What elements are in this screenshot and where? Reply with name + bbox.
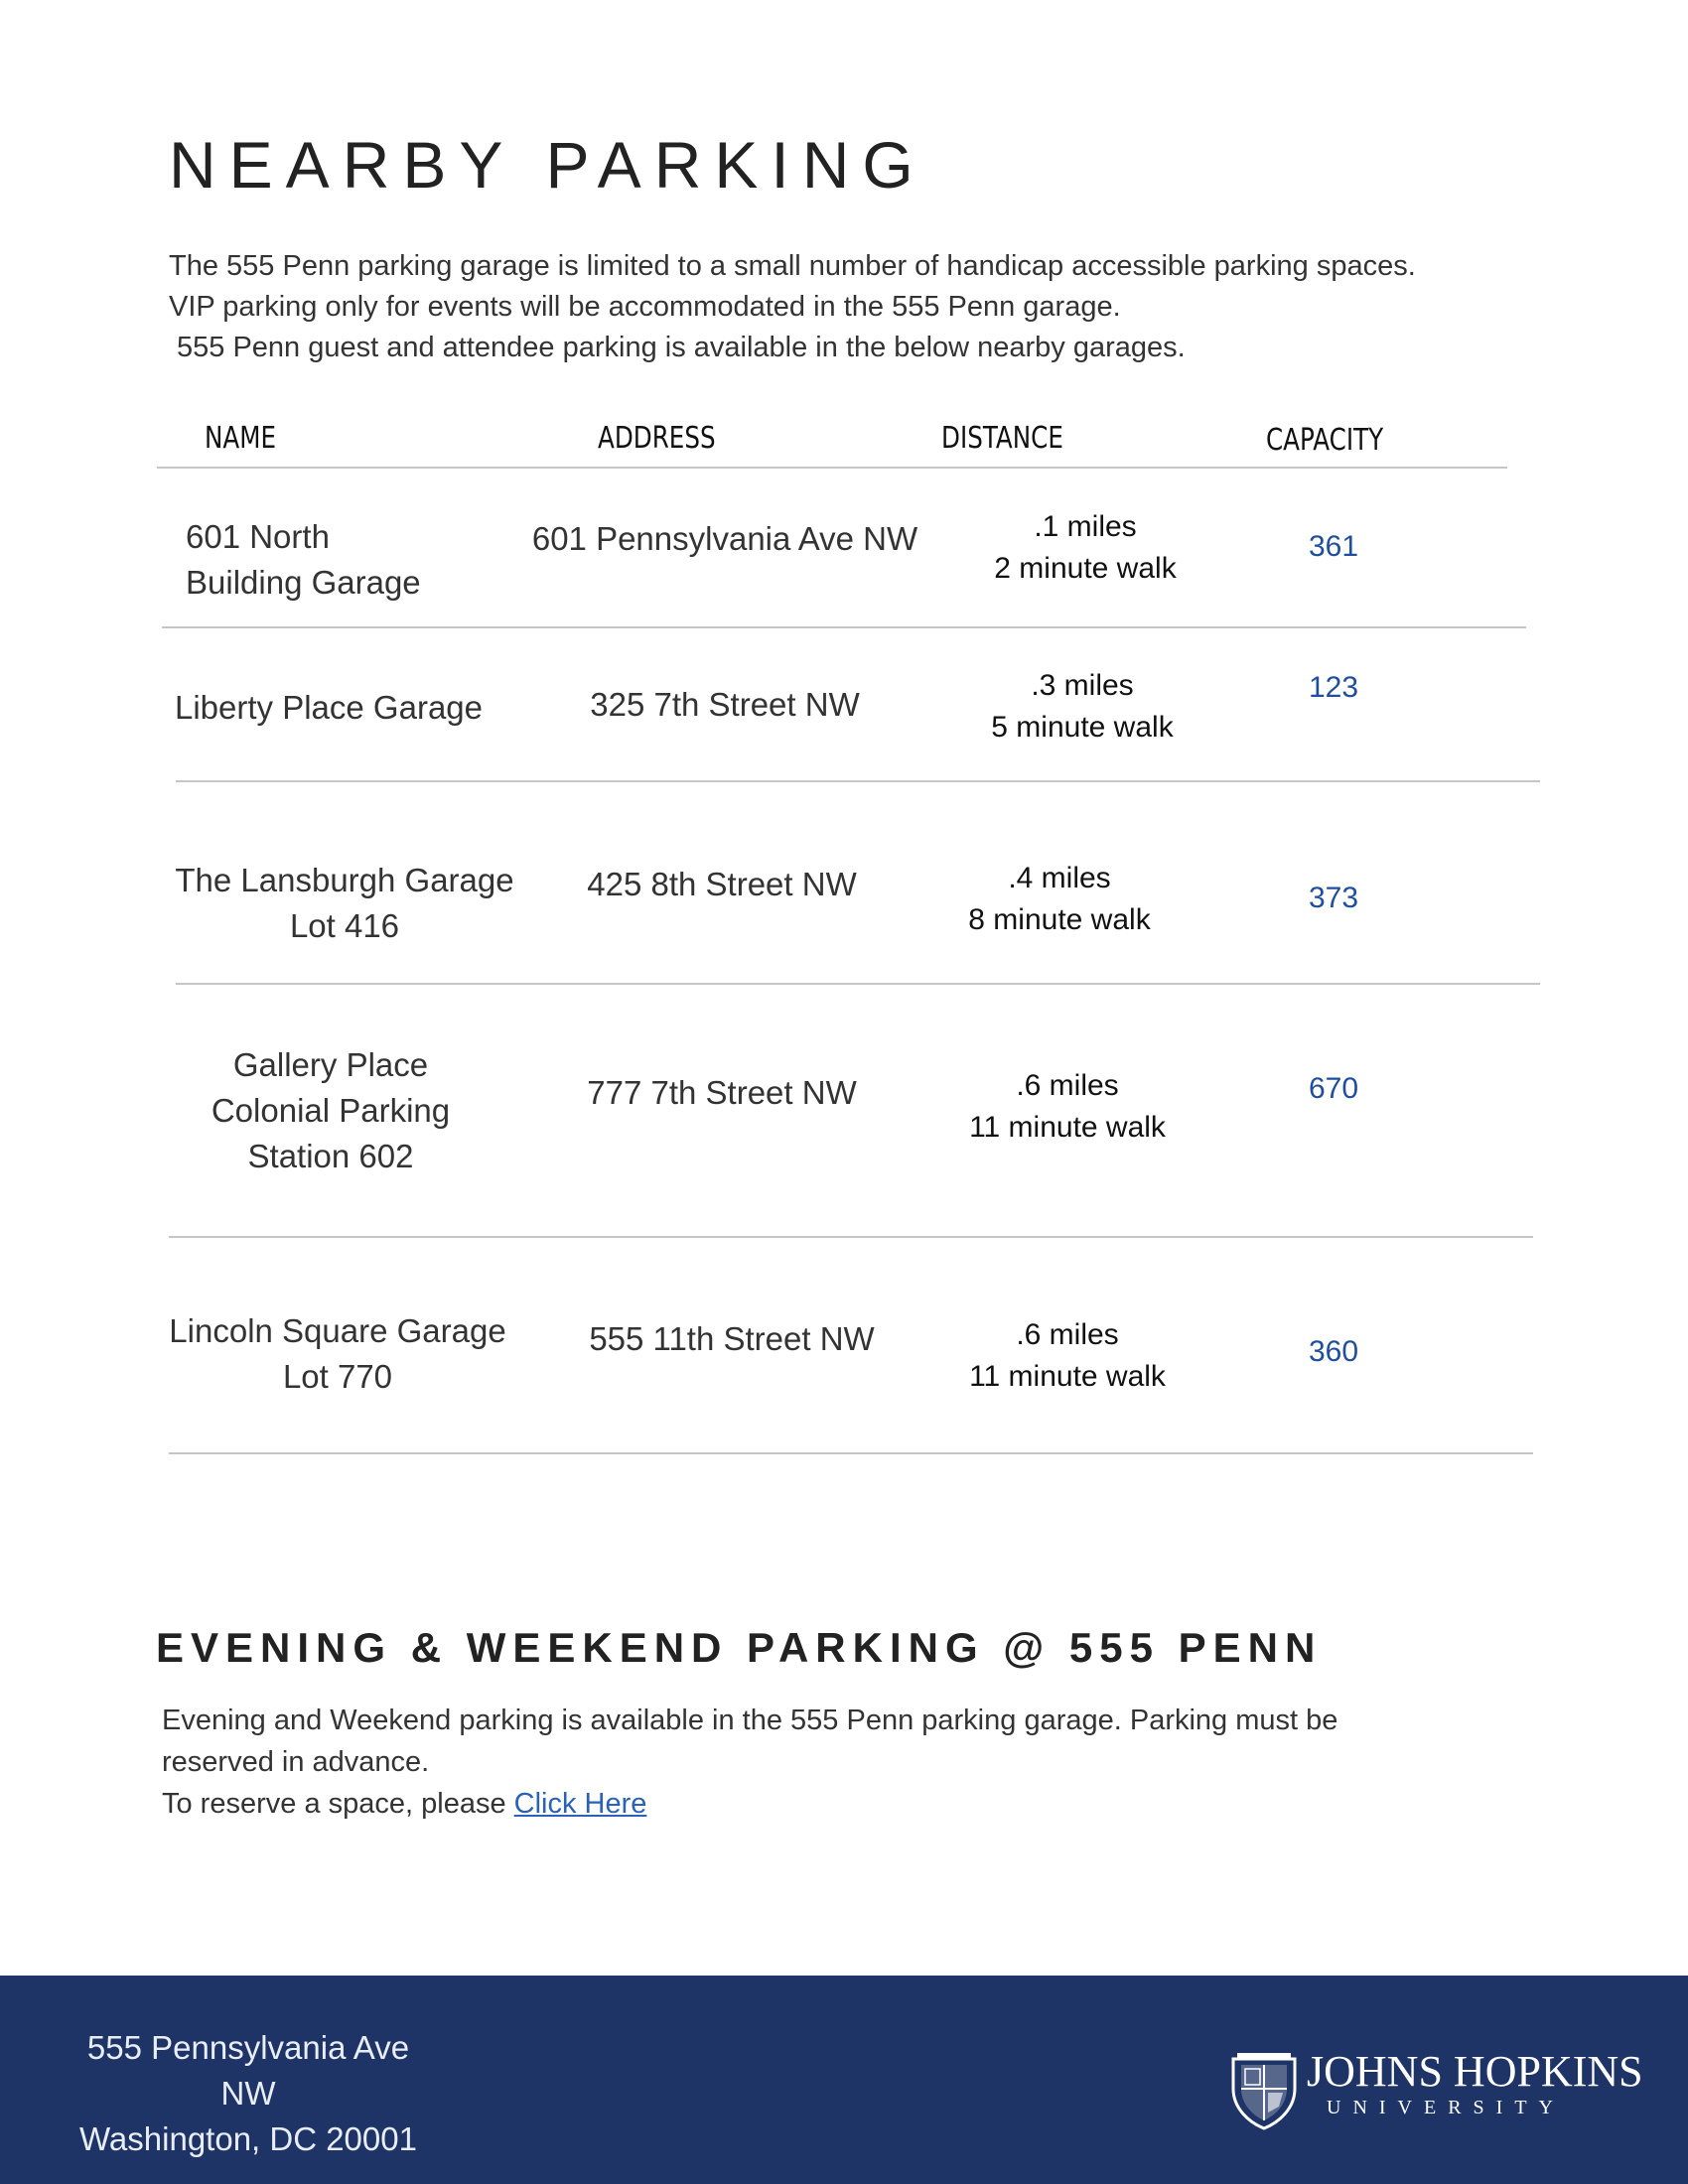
garage-address: 325 7th Street NW [590,686,860,723]
column-header-capacity: CAPACITY [1266,423,1384,458]
garage-address: 601 Pennsylvania Ave NW [531,520,918,557]
row-divider [162,626,1526,628]
garage-distance: .6 miles 11 minute walk [969,1069,1166,1144]
garage-capacity[interactable]: 670 [1308,1072,1359,1105]
garage-distance: .1 miles 2 minute walk [994,510,1177,585]
row-divider [169,1452,1533,1454]
evening-parking-text: Evening and Weekend parking is available in the 555 Penn parking garage. Parking must be reserved in advance. To reserve a space, please Click Here [162,1705,1338,1820]
garage-name: Gallery Place Colonial Parking Station 602 [211,1046,451,1174]
garage-capacity[interactable]: 373 [1308,882,1359,914]
section-heading: EVENING & WEEKEND PARKING @ 555 PENN [156,1624,1323,1671]
logo-wordmark: JOHNS HOPKINS UNIVERSITY [1307,2047,1643,2118]
garage-name: 601 North Building Garage [186,518,421,601]
page-title: NEARBY PARKING [169,128,926,202]
university-shield-icon [1227,2049,1301,2130]
garage-name: Liberty Place Garage [175,689,484,726]
intro-line: 555 Penn guest and attendee parking is available in the below nearby garages. [177,332,1186,363]
column-header-name: NAME [205,421,277,456]
garage-distance: .4 miles 8 minute walk [968,862,1151,936]
intro-line: The 555 Penn parking garage is limited to a small number of handicap accessible parking spaces. [169,250,1416,282]
intro-line: VIP parking only for events will be accommodated in the 555 Penn garage. [169,291,1121,323]
row-divider [169,1236,1533,1238]
reserve-link[interactable]: Click Here [513,1788,647,1820]
footer [0,1976,1688,2184]
column-header-address: ADDRESS [598,421,716,456]
garage-name: Lincoln Square Garage Lot 770 [169,1312,506,1395]
garage-name: The Lansburgh Garage Lot 416 [175,862,514,944]
johns-hopkins-logo [1227,2047,1643,2138]
footer-address: 555 Pennsylvania Ave NW Washington, DC 20001 [79,2029,417,2157]
header-divider [157,467,1507,469]
row-divider [176,983,1540,985]
row-divider [176,780,1540,782]
garage-distance: .3 miles 5 minute walk [991,669,1174,744]
garage-address: 555 11th Street NW [589,1320,875,1357]
garage-address: 777 7th Street NW [587,1074,857,1111]
garage-capacity[interactable]: 360 [1308,1335,1359,1368]
column-header-distance: DISTANCE [941,421,1063,456]
garage-capacity[interactable]: 123 [1308,671,1359,704]
garage-address: 425 8th Street NW [587,866,857,902]
intro-text [169,246,1559,368]
garage-capacity[interactable]: 361 [1308,530,1359,563]
garage-distance: .6 miles 11 minute walk [969,1318,1166,1393]
